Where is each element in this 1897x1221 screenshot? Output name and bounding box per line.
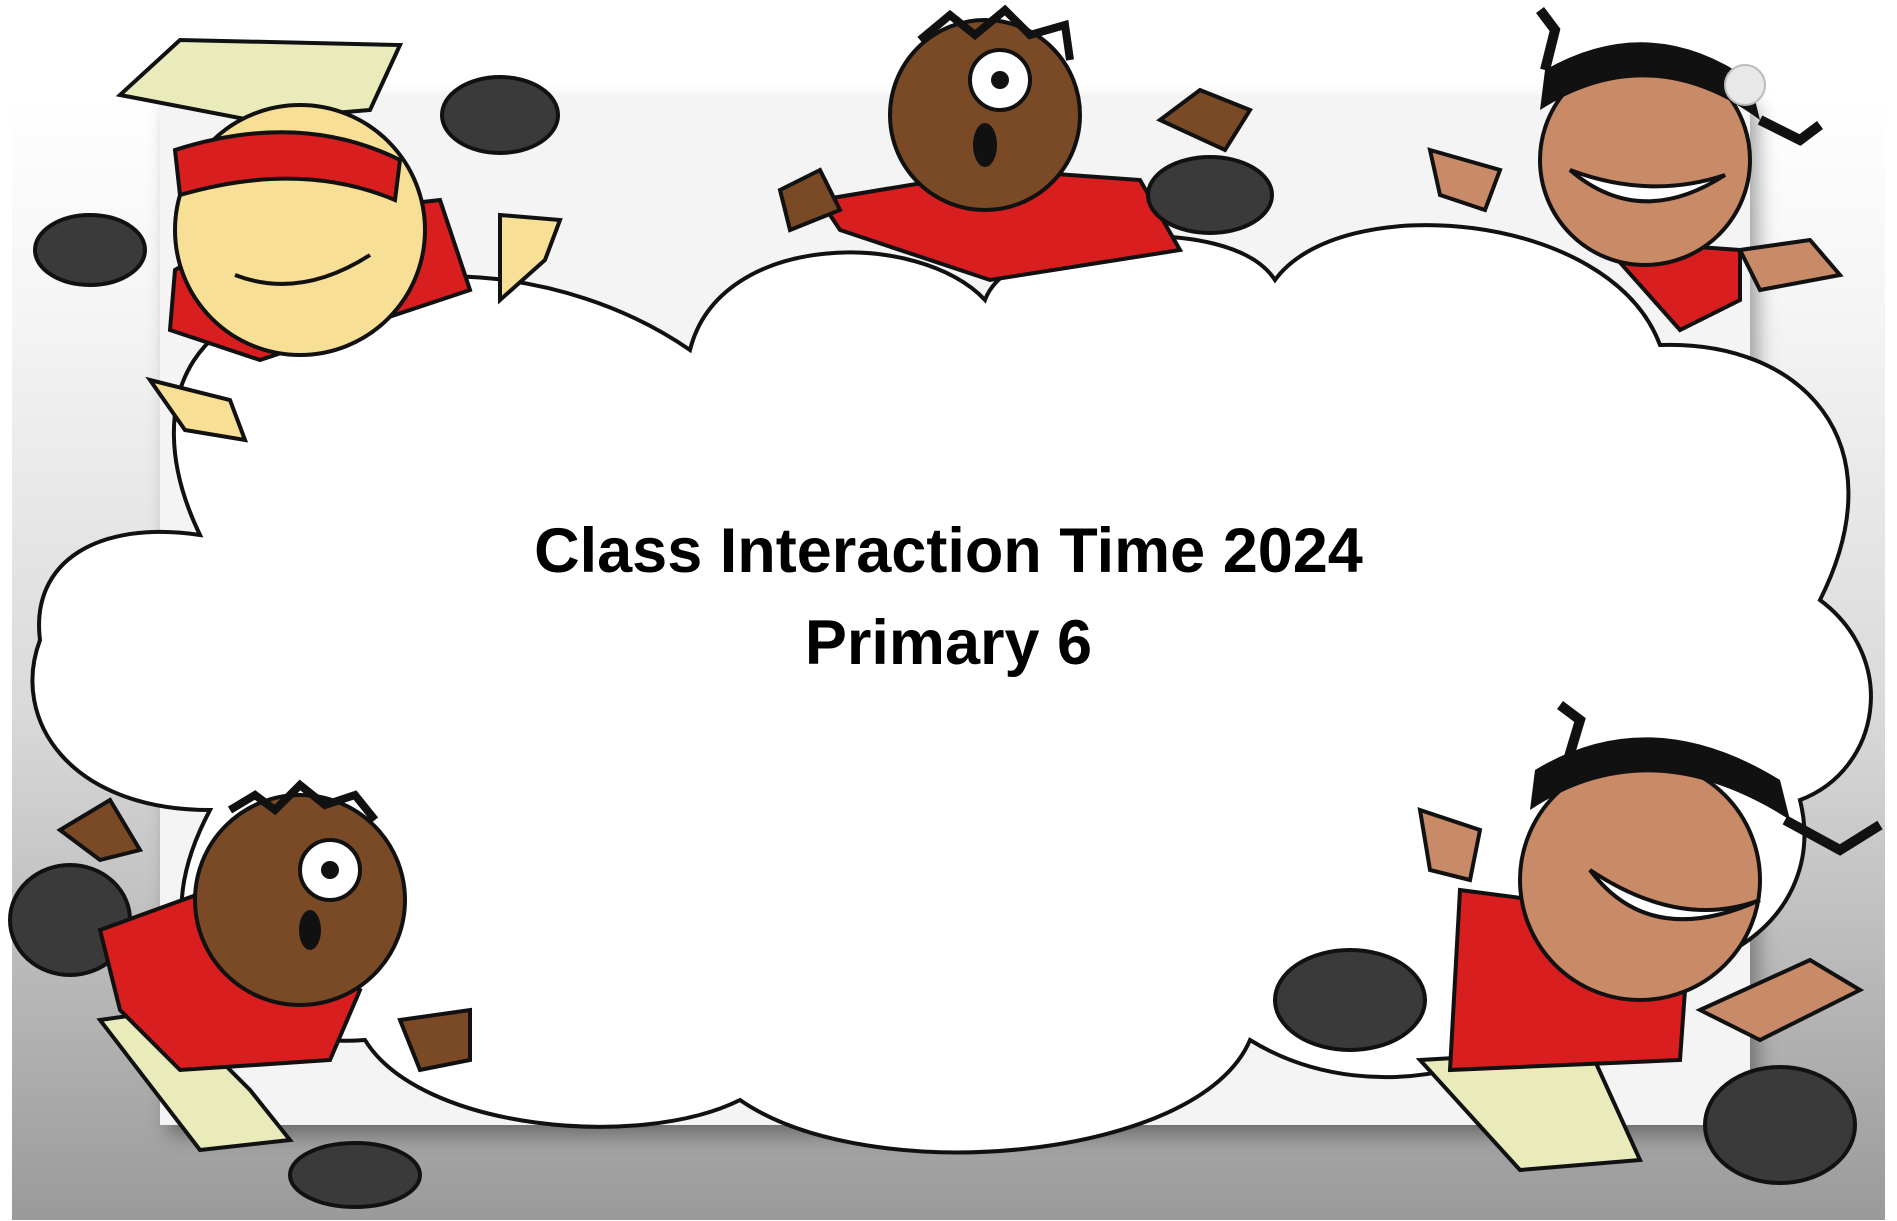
shoe-icon	[1148, 157, 1272, 233]
slide-title	[0, 505, 1897, 689]
title-line-2: Primary 6	[804, 608, 1093, 678]
shoe-icon	[1705, 1067, 1855, 1183]
title-line-1: Class Interaction Time 2024	[534, 516, 1363, 586]
shoe-icon	[442, 77, 558, 153]
shoe-icon	[290, 1143, 420, 1207]
face-icon	[890, 20, 1080, 210]
shoe-icon	[1275, 950, 1425, 1050]
face-icon	[1520, 760, 1760, 1000]
face-icon	[195, 795, 405, 1005]
shoe-icon	[35, 215, 145, 285]
